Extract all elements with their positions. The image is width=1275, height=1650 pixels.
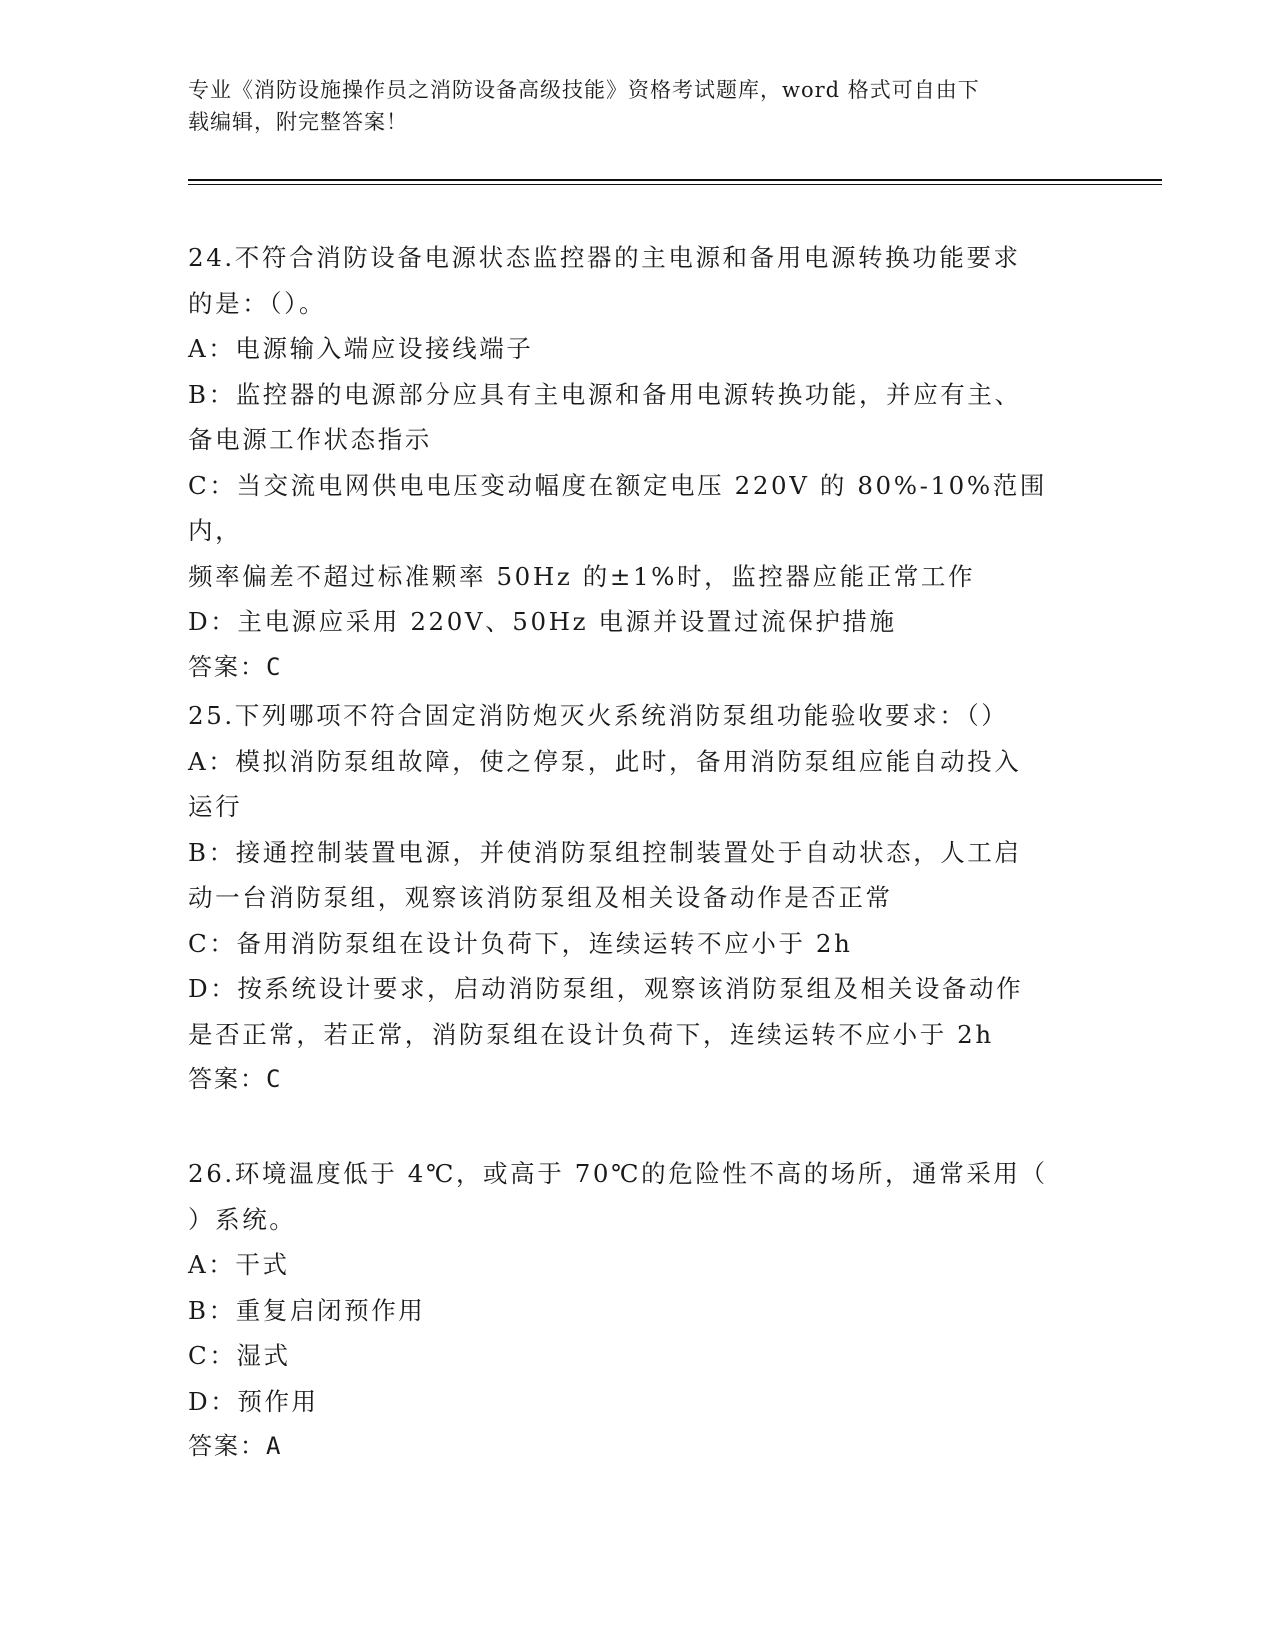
option-b: B：监控器的电源部分应具有主电源和备用电源转换功能，并应有主、 [188,379,1022,409]
header-divider-thin [188,184,1162,185]
answer-label: 答案： [188,1065,266,1093]
answer-value: C [266,1065,283,1093]
option-c: C：当交流电网供电电压变动幅度在额定电压 220V 的 80%-10%范围内， [188,470,1047,545]
answer-label: 答案： [188,652,266,681]
question-stem: 26.环境温度低于 4℃，或高于 70℃的危险性不高的场所，通常采用（ [188,1159,1048,1188]
question-26 [188,1151,1078,1470]
option-b: B：重复启闭预作用 [188,1295,426,1325]
option-a: A：电源输入端应设接线端子 [188,334,534,363]
answer-value: A [266,1432,283,1460]
document-header [188,74,1088,138]
header-line-2: 载编辑，附完整答案！ [188,110,408,134]
option-c: C：湿式 [188,1341,291,1370]
option-a: A：模拟消防泵组故障，使之停泵，此时，备用消防泵组应能自动投入 [188,746,1022,776]
option-d-cont: 是否正常，若正常，消防泵组在设计负荷下，连续运转不应小于 2h [188,1019,994,1049]
option-a: A：干式 [188,1250,290,1279]
header-line-1: 专业《消防设施操作员之消防设备高级技能》资格考试题库，word 格式可自由下 [188,78,980,102]
question-25 [188,693,1078,1103]
question-stem: 24.不符合消防设备电源状态监控器的主电源和备用电源转换功能要求 [188,243,1021,272]
answer-value: C [266,652,283,681]
option-b-cont: 动一台消防泵组，观察该消防泵组及相关设备动作是否正常 [188,883,893,912]
question-stem: 25.下列哪项不符合固定消防炮灭火系统消防泵组功能验收要求：（） [188,701,1009,730]
question-stem: 的是：（）。 [188,288,327,318]
option-b-cont: 备电源工作状态指示 [188,425,432,454]
question-24 [188,235,1078,690]
answer-line [188,645,1078,691]
option-b: B：接通控制装置电源，并使消防泵组控制装置处于自动状态，人工启 [188,837,1022,867]
option-c-cont: 频率偏差不超过标准颗率 50Hz 的±1%时，监控器应能正常工作 [188,561,976,591]
option-d: D：按系统设计要求，启动消防泵组，观察该消防泵组及相关设备动作 [188,974,1024,1003]
option-a-cont: 运行 [188,792,243,821]
answer-label: 答案： [188,1432,266,1460]
option-d: D：预作用 [188,1386,319,1416]
question-stem: ）系统。 [188,1204,297,1234]
answer-line [188,1424,1078,1470]
answer-line [188,1057,1078,1103]
header-divider-thick [188,179,1162,181]
option-c: C：备用消防泵组在设计负荷下，连续运转不应小于 2h [188,928,853,958]
option-d: D：主电源应采用 220V、50Hz 电源并设置过流保护措施 [188,607,897,636]
